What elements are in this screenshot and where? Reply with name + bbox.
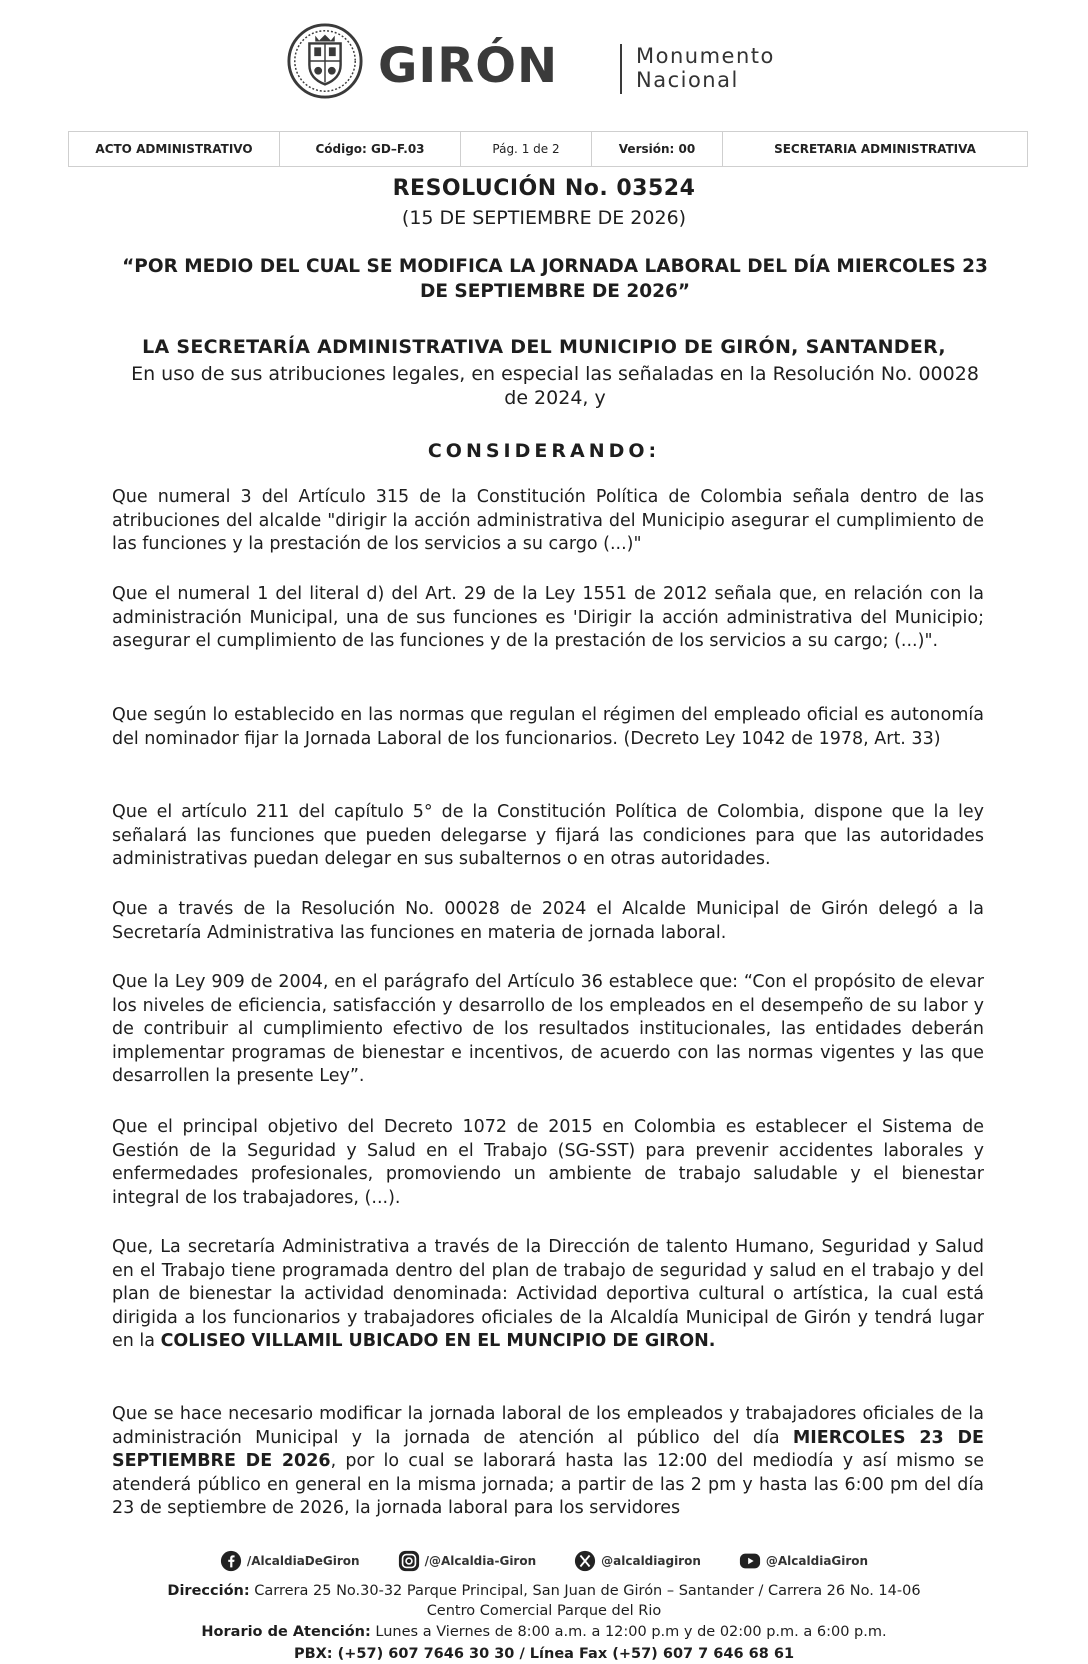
brand-subtitle-line1: Monumento bbox=[636, 44, 775, 68]
resolution-subject: “POR MEDIO DEL CUAL SE MODIFICA LA JORNADA LABORAL DEL DÍA MIERCOLES 23 DE SEPTIEMBRE DE 2026” bbox=[122, 256, 988, 302]
brand-subtitle-line2: Nacional bbox=[636, 68, 739, 92]
paragraph-8-venue: COLISEO VILLAMIL UBICADO EN EL MUNCIPIO DE GIRON. bbox=[160, 1331, 716, 1351]
paragraph-6: Que la Ley 909 de 2004, en el parágrafo del Artículo 36 establece que: “Con el propósito de elevar los niveles de eficiencia, satisfacción y desarrollo de los empleados en el desempeño de su labor y de contribuir al cumplimiento efectivo de los resultados institucionales, las entidades deberán implementar programas de bienestar e incentivos, de acuerdo con las normas vigentes y las que desarrollen la presente Ley”. bbox=[112, 972, 984, 1086]
considering-heading: CONSIDERANDO: bbox=[427, 440, 661, 462]
issuing-authority: LA SECRETARÍA ADMINISTRATIVA DEL MUNICIPIO DE GIRÓN, SANTANDER, bbox=[142, 336, 946, 358]
brand-name: GIRÓN bbox=[378, 38, 559, 94]
form-type-cell: ACTO ADMINISTRATIVO bbox=[69, 132, 280, 166]
paragraph-1: Que numeral 3 del Artículo 315 de la Constitución Política de Colombia señala dentro de las atribuciones del alcalde "dirigir la acción administrativa del Municipio asegurar el cumplimiento de las funciones y la prestación de los servicios a su cargo (...)" bbox=[112, 487, 984, 554]
form-code-cell: Código: GD–F.03 bbox=[280, 132, 461, 166]
social-youtube[interactable] bbox=[739, 1550, 868, 1572]
paragraph-9 bbox=[112, 1403, 984, 1521]
paragraph-4: Que el artículo 211 del capítulo 5° de la Constitución Política de Colombia, dispone que la ley señalará las funciones que pueden delegarse y fijará las condiciones para que las autoridades administrativas puedan delegar en sus subalternos o en otras autoridades. bbox=[112, 802, 984, 869]
social-x[interactable] bbox=[574, 1550, 701, 1572]
resolution-date: (15 DE SEPTIEMBRE DE 2026) bbox=[401, 207, 687, 229]
paragraph-9-text-start: Que se hace necesario modificar la jornada laboral de los empleados y trabajadores oficiales de la administración Municipal y la jornada de atención al público del día bbox=[112, 1404, 984, 1448]
brand-subtitle bbox=[636, 44, 775, 92]
form-office-cell: SECRETARIA ADMINISTRATIVA bbox=[774, 142, 976, 156]
youtube-handle: @AlcaldiaGiron bbox=[765, 1554, 869, 1568]
paragraph-3: Que según lo establecido en las normas que regulan el régimen del empleado oficial es autonomía del nominador fijar la Jornada Laboral de los funcionarios. (Decreto Ley 1042 de 1978, Art. 33) bbox=[112, 705, 984, 749]
x-icon bbox=[574, 1550, 596, 1572]
legal-powers: En uso de sus atribuciones legales, en especial las señaladas en la Resolución No. 00028 de 2024, y bbox=[131, 363, 979, 409]
form-code-table bbox=[68, 131, 1028, 167]
paragraph-9-text-end: , por lo cual se laborará hasta las 12:00 del mediodía y así mismo se atenderá público en general en la misma jornada; a partir de las 2 pm y hasta las 6:00 pm del día 23 de septiembre de 2026, la jornada laboral para los servidores bbox=[112, 1451, 985, 1518]
form-version-cell: Versión: 00 bbox=[592, 132, 723, 166]
form-page-cell: Pág. 1 de 2 bbox=[461, 132, 592, 166]
address-text: Carrera 25 No.30-32 Parque Principal, San Juan de Girón – Santander / Carrera 26 No. 14-06 bbox=[254, 1583, 921, 1599]
instagram-icon bbox=[398, 1550, 420, 1572]
municipal-seal-icon bbox=[286, 22, 364, 100]
social-links bbox=[0, 1550, 1088, 1572]
paragraph-7: Que el principal objetivo del Decreto 1072 de 2015 en Colombia es establecer el Sistema de Gestión de la Seguridad y Salud en el Trabajo (SG-SST) para prevenir accidentes laborales y enfermedades profesionales, promoviendo un ambiente de trabajo saludable y el bienestar integral de los trabajadores, (...). bbox=[112, 1117, 984, 1208]
footer-address-line2: Centro Comercial Parque del Rio bbox=[426, 1603, 662, 1619]
footer-phone: PBX: (+57) 607 7646 30 30 / Línea Fax (+57) 607 7 646 68 61 bbox=[293, 1646, 795, 1662]
brand-divider bbox=[620, 44, 622, 94]
hours-text: Lunes a Viernes de 8:00 a.m. a 12:00 p.m y de 02:00 p.m. a 6:00 p.m. bbox=[375, 1624, 887, 1640]
paragraph-8 bbox=[112, 1236, 984, 1354]
resolution-number: RESOLUCIÓN No. 03524 bbox=[392, 176, 696, 201]
facebook-icon bbox=[220, 1550, 242, 1572]
x-handle: @alcaldiagiron bbox=[601, 1554, 701, 1568]
paragraph-9-date: MIERCOLES 23 DE SEPTIEMBRE DE 2026 bbox=[112, 1427, 984, 1471]
footer-hours bbox=[0, 1624, 1088, 1640]
hours-label: Horario de Atención: bbox=[201, 1624, 371, 1640]
social-instagram[interactable] bbox=[398, 1550, 537, 1572]
address-label: Dirección: bbox=[167, 1583, 250, 1599]
social-facebook[interactable] bbox=[220, 1550, 360, 1572]
footer-address bbox=[0, 1583, 1088, 1599]
youtube-icon bbox=[739, 1550, 761, 1572]
paragraph-8-text: Que, La secretaría Administrativa a través de la Dirección de talento Humano, Seguridad y Salud en el Trabajo tiene programada dentro del plan de trabajo de seguridad y salud en el trabajo y del plan de bienestar la actividad denominada: Actividad deportiva cultural o artística, la cual está dirigida a los funcionarios y trabajadores oficiales de la Alcaldía Municipal de Girón y tendrá lugar en la bbox=[112, 1237, 984, 1351]
facebook-handle: /AlcaldiaDeGiron bbox=[246, 1554, 360, 1568]
paragraph-2: Que el numeral 1 del literal d) del Art. 29 de la Ley 1551 de 2012 señala que, en relación con la administración Municipal, una de sus funciones es 'Dirigir la acción administrativa del Municipio; asegurar el cumplimiento de las funciones y de la prestación de los servicios a su cargo; (...)". bbox=[112, 584, 984, 651]
instagram-handle: /@Alcaldia-Giron bbox=[424, 1554, 537, 1568]
paragraph-5: Que a través de la Resolución No. 00028 de 2024 el Alcalde Municipal de Girón delegó a la Secretaría Administrativa las funciones en materia de jornada laboral. bbox=[112, 899, 984, 943]
